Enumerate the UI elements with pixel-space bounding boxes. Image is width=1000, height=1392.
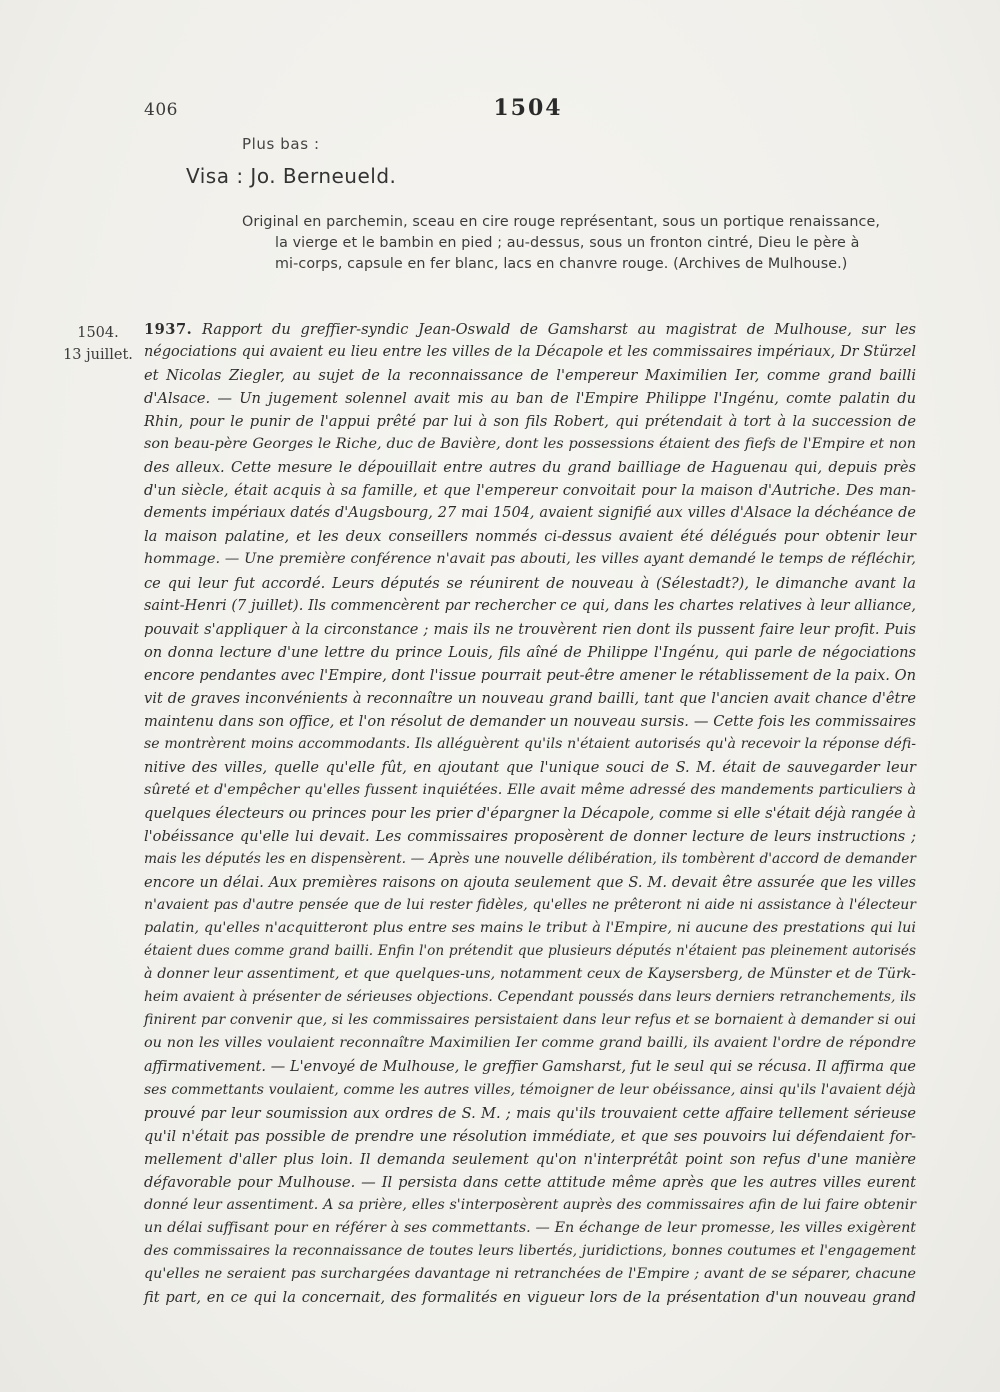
entry-line: la maison palatine, et les deux conseillers nommés ci-dessus avaient été délégués pour obtenir leur	[144, 528, 916, 546]
entry-line: qu'elles ne seraient pas surchargées davantage ni retranchées de l'Empire ; avant de se séparer, chacune	[144, 1265, 916, 1282]
entry-line: étaient dues comme grand bailli. Enfin l'on prétendit que plusieurs députés n'étaient pas pleinement autorisés	[144, 943, 916, 960]
entry-text	[144, 318, 916, 1309]
entry-line: saint-Henri (7 juillet). Ils commencèrent par rechercher ce qui, dans les chartes relatives à leur alliance,	[144, 597, 916, 614]
entry-line: négociations qui avaient eu lieu entre les villes de la Décapole et les commissaires impériaux, Dr Stürzel	[144, 344, 916, 361]
entry-line: affirmativement. — L'envoyé de Mulhouse, le greffier Gamsharst, fut le seul qui se récusa. Il affirma que	[144, 1058, 916, 1075]
entry-line: vit de graves inconvénients à reconnaître un nouveau grand bailli, tant que l'ancien avait chance d'être	[144, 689, 916, 707]
entry-line: pouvait s'appliquer à la circonstance ; mais ils ne trouvèrent rien dont ils pussent faire leur profit. Puis	[144, 620, 916, 638]
entry-line: donné leur assentiment. A sa prière, elles s'interposèrent auprès des commissaires afin de lui faire obtenir	[144, 1196, 916, 1213]
entry-line: ou non les villes voulaient reconnaître Maximilien Ier comme grand bailli, ils avaient l'ordre de répondre	[144, 1035, 916, 1052]
margin-date	[60, 322, 136, 366]
entry-line: se montrèrent moins accommodants. Ils alléguèrent qu'ils n'étaient autorisés qu'à recevoir la réponse défi-	[144, 735, 916, 752]
plus-bas-label: Plus bas :	[242, 135, 320, 153]
entry-line: son beau-père Georges le Riche, duc de Bavière, dont les possessions étaient des fiefs de l'Empire et non	[144, 436, 916, 453]
original-description-line: mi-corps, capsule en fer blanc, lacs en chanvre rouge. (Archives de Mulhouse.)	[275, 256, 848, 272]
entry-line: des commissaires la reconnaissance de toutes leurs libertés, juridictions, bonnes coutumes et l'engagement	[144, 1242, 916, 1259]
entry-line: mais les députés les en dispensèrent. — Après une nouvelle délibération, ils tombèrent d'accord de demander	[144, 851, 916, 868]
entry-line: palatin, qu'elles n'acquitteront plus entre ses mains le tribut à l'Empire, ni aucune des prestations qui lui	[144, 920, 916, 937]
entry-line: n'avaient pas d'autre pensée que de lui rester fidèles, qu'elles ne prêteront ni aide ni assistance à l'électeur	[144, 897, 916, 914]
entry-line: qu'il n'était pas possible de prendre une résolution immédiate, et que ses pouvoirs lui défendaient for-	[144, 1127, 916, 1145]
entry-line: quelques électeurs ou princes pour les prier d'épargner la Décapole, comme si elle s'était déjà rangée à	[144, 804, 916, 822]
entry-line: fit part, en ce qui la concernait, des formalités en vigueur lors de la présentation d'un nouveau grand	[144, 1288, 916, 1306]
entry-line: finirent par convenir que, si les commissaires persistaient dans leur refus et se bornaient à demander si oui	[144, 1012, 916, 1029]
entry-line: hommage. — Une première conférence n'avait pas abouti, les villes ayant demandé le temps de réfléchir,	[144, 551, 916, 568]
entry-line: on donna lecture d'une lettre du prince Louis, fils aîné de Philippe l'Ingénu, qui parle de négociations	[144, 643, 916, 661]
entry-line: maintenu dans son office, et l'on résolut de demander un nouveau sursis. — Cette fois les commissaires	[144, 712, 916, 730]
entry-line: prouvé par leur soumission aux ordres de S. M. ; mais qu'ils trouvaient cette affaire tellement sérieuse	[144, 1104, 916, 1122]
entry-line: sûreté et d'empêcher qu'elles fussent inquiétées. Elle avait même adressé des mandements particuliers à	[144, 781, 916, 798]
entry-line	[144, 318, 916, 341]
entry-line: défavorable pour Mulhouse. — Il persista dans cette attitude même après que les autres villes eurent	[144, 1173, 916, 1191]
entry-line: l'obéissance qu'elle lui devait. Les commissaires proposèrent de donner lecture de leurs instructions ;	[144, 828, 916, 846]
visa-line: Visa : Jo. Berneueld.	[186, 164, 397, 188]
entry-line: d'Alsace. — Un jugement solennel avait mis au ban de l'Empire Philippe l'Ingénu, comte palatin du	[144, 390, 916, 408]
entry-line: heim avaient à présenter de sérieuses objections. Cependant poussés dans leurs derniers retranchements, ils	[144, 989, 916, 1006]
entry-line: ses commettants voulaient, comme les autres villes, témoigner de leur obéissance, ainsi qu'ils l'avaient déjà	[144, 1081, 916, 1098]
entry-line: mellement d'aller plus loin. Il demanda seulement qu'on n'interprétât point son refus d'une manière	[144, 1150, 916, 1168]
original-description-line: la vierge et le bambin en pied ; au-dessus, sous un fronton cintré, Dieu le père à	[275, 235, 860, 251]
running-header-year: 1504	[493, 95, 563, 121]
entry-line: Rhin, pour le punir de l'appui prêté par lui à son fils Robert, qui prétendait à tort à la succession de	[144, 413, 916, 431]
entry-number: 1937.	[144, 321, 193, 338]
entry-line-text: Rapport du greffier-syndic Jean-Oswald de Gamsharst au magistrat de Mulhouse, sur les	[201, 321, 917, 338]
entry-line: encore pendantes avec l'Empire, dont l'issue pourrait peut-être amener le rétablissement de la paix. On	[144, 666, 916, 684]
entry-line: des alleux. Cette mesure le dépouillait entre autres du grand bailliage de Haguenau qui, depuis près	[144, 459, 916, 477]
entry-line: un délai suffisant pour en référer à ses commettants. — En échange de leur promesse, les villes exigèrent	[144, 1219, 916, 1236]
page-number: 406	[144, 100, 178, 120]
entry-line: encore un délai. Aux premières raisons on ajouta seulement que S. M. devait être assurée que les villes	[144, 874, 916, 892]
entry-line: ce qui leur fut accordé. Leurs députés se réunirent de nouveau à (Sélestadt?), le dimanche avant la	[144, 574, 916, 592]
entry-line: à donner leur assentiment, et que quelques-uns, notamment ceux de Kaysersberg, de Münster et de Türk-	[144, 966, 916, 983]
entry-line: dements impériaux datés d'Augsbourg, 27 mai 1504, avaient signifié aux villes d'Alsace la déchéance de	[144, 505, 916, 522]
original-description	[242, 212, 914, 275]
original-description-line: Original en parchemin, sceau en cire rouge représentant, sous un portique renaissance,	[242, 214, 881, 230]
entry-line: nitive des villes, quelle qu'elle fût, en ajoutant que l'unique souci de S. M. était de sauvegarder leur	[144, 758, 916, 776]
entry-line: et Nicolas Ziegler, au sujet de la reconnaissance de l'empereur Maximilien Ier, comme grand bailli	[144, 367, 916, 385]
margin-day: 13 juillet.	[63, 347, 133, 363]
entry-line: d'un siècle, était acquis à sa famille, et que l'empereur convoitait pour la maison d'Autriche. Des man-	[144, 482, 916, 500]
margin-year: 1504.	[77, 325, 119, 341]
